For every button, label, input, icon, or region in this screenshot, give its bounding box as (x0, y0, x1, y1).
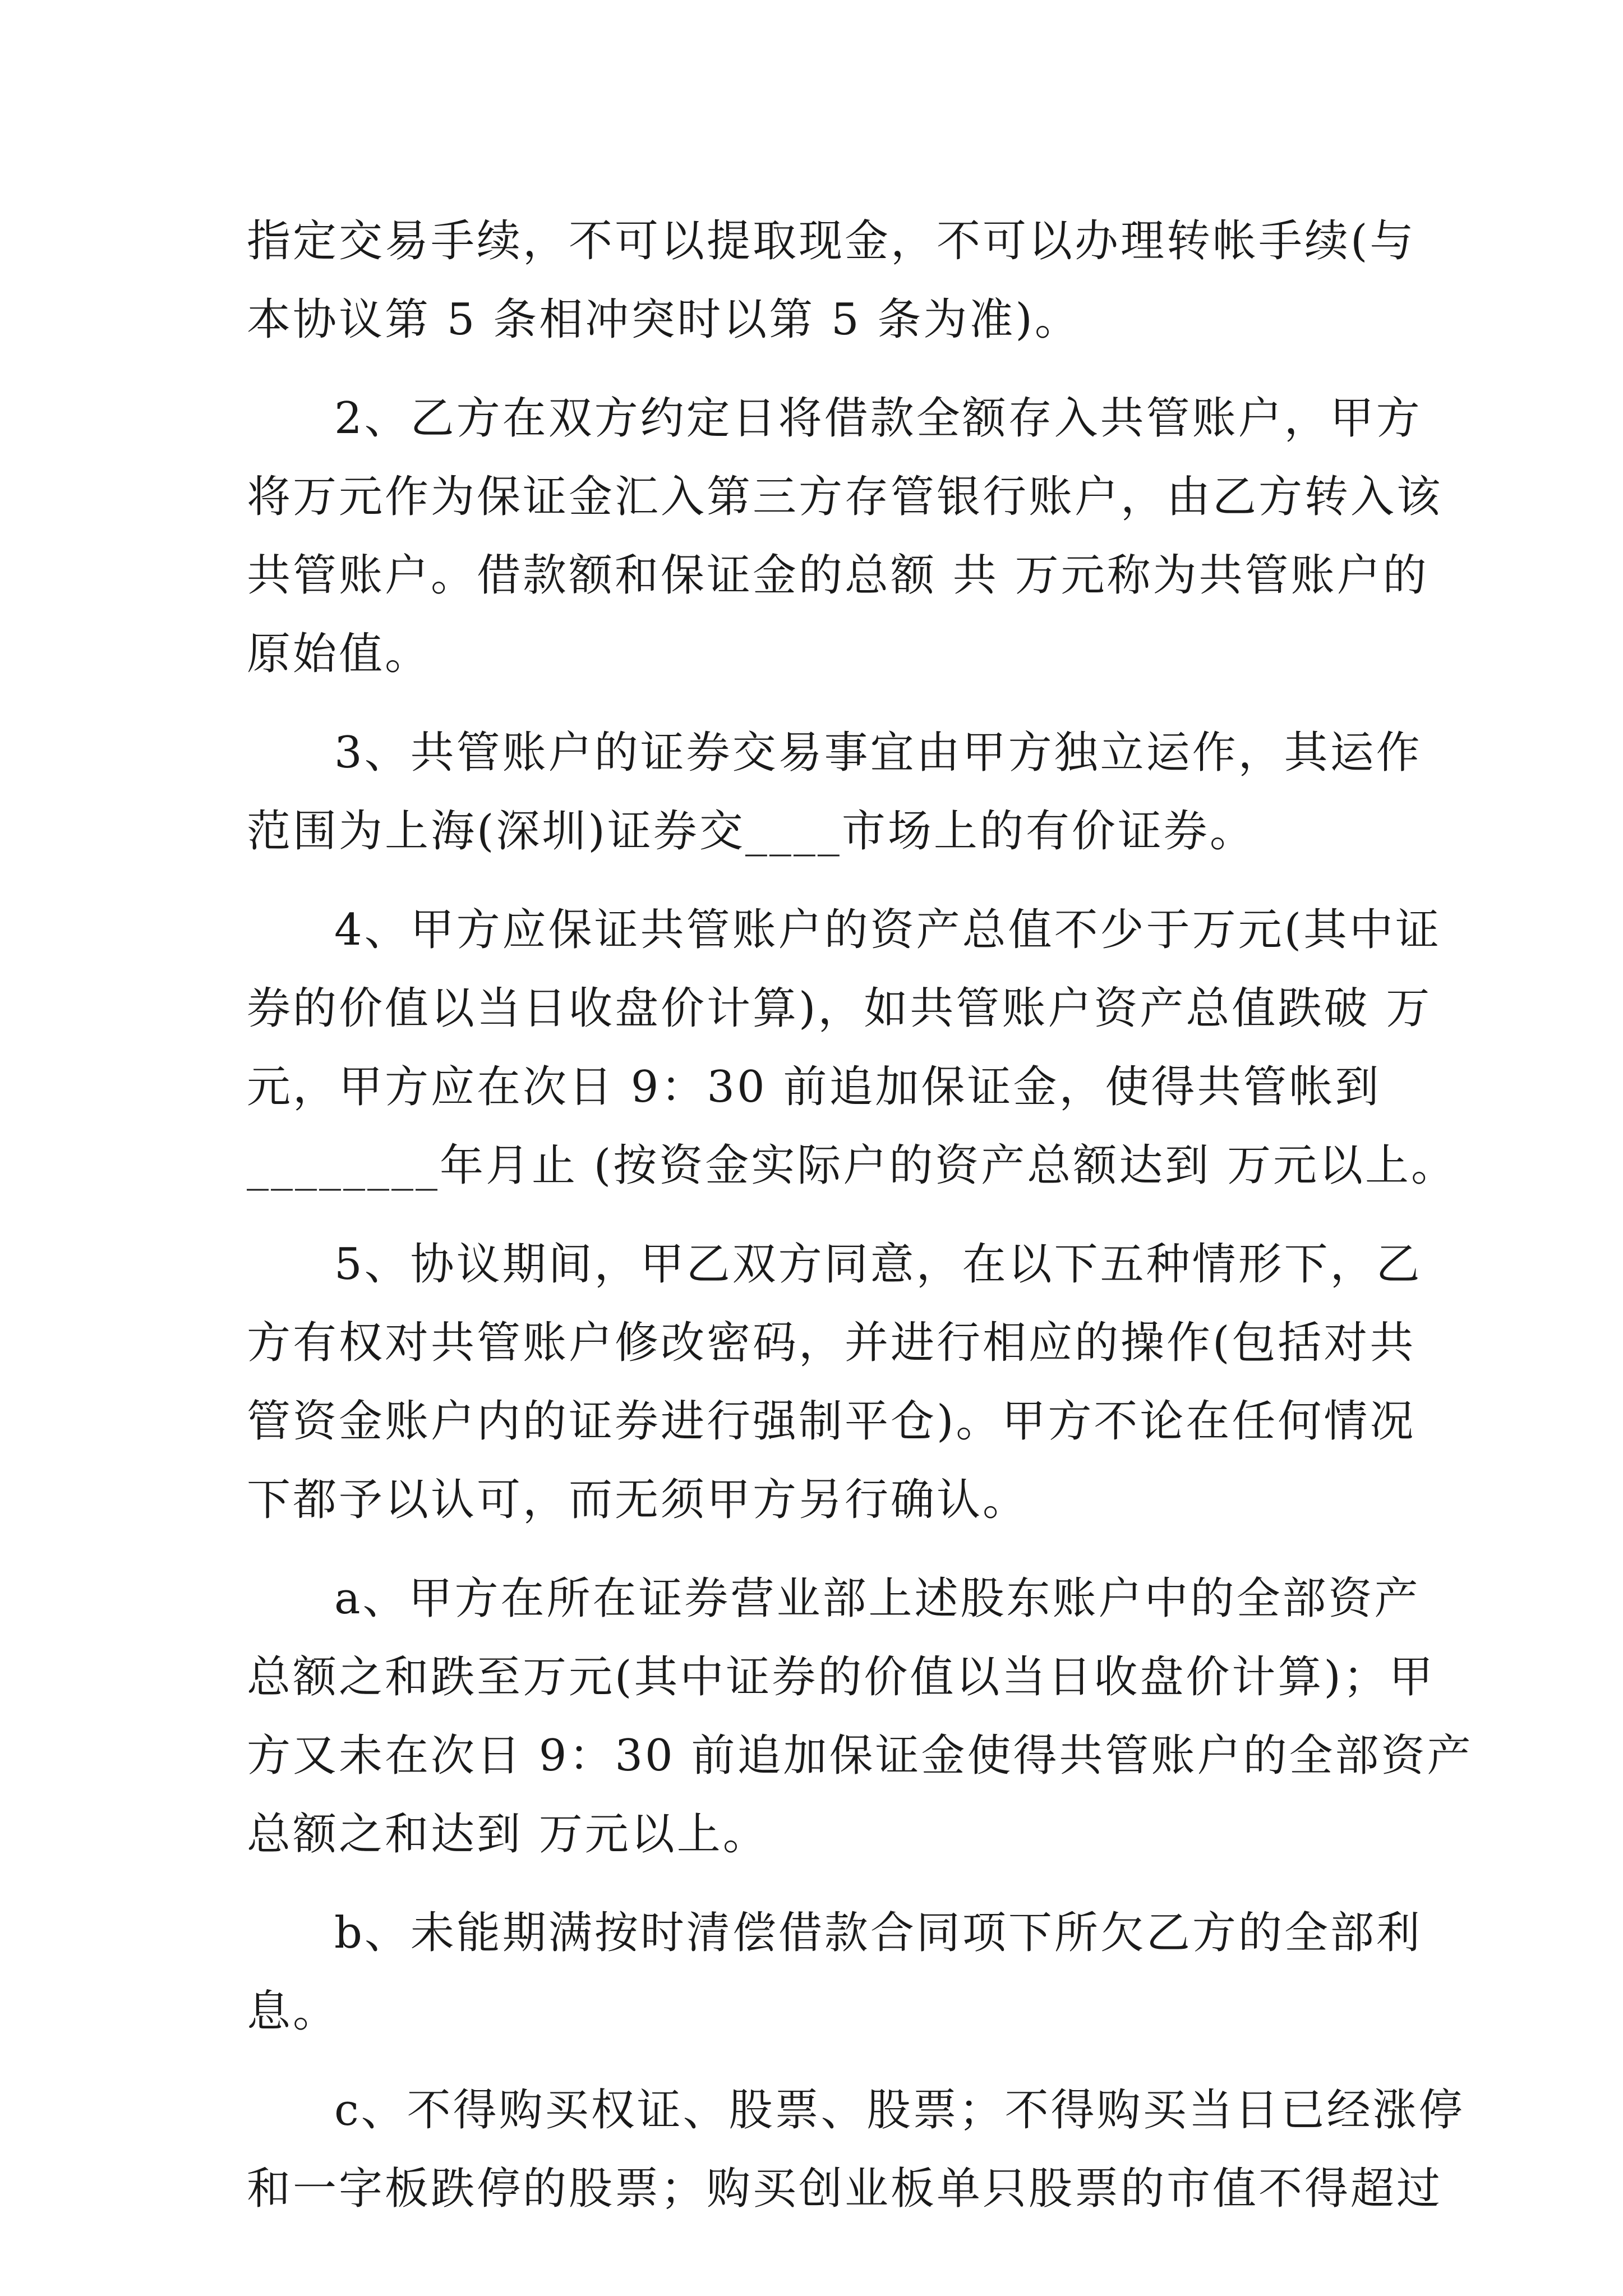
text-line: 将万元作为保证金汇入第三方存管银行账户，由乙方转入该 (247, 472, 1443, 522)
paragraph-a-start: a、甲方在所在证券营业部上述股东账户中的全部资产 (334, 1573, 1421, 1624)
paragraph-5-start: 5、协议期间，甲乙双方同意，在以下五种情形下，乙 (334, 1239, 1422, 1290)
text-line: 券的价值以当日收盘价计算)，如共管账户资产总值跌破 万 (247, 983, 1432, 1034)
paragraph-2-start: 2、乙方在双方约定日将借款全额存入共管账户，甲方 (334, 393, 1422, 444)
paragraph-c-start: c、不得购买权证、股票、股票；不得购买当日已经涨停 (334, 2085, 1465, 2136)
text-line: 方有权对共管账户修改密码，并进行相应的操作(包括对共 (247, 1318, 1416, 1368)
text-line: 共管账户。借款额和保证金的总额 共 万元称为共管账户的 (247, 550, 1429, 601)
text-line: 元，甲方应在次日 9：30 前追加保证金，使得共管帐到 (247, 1062, 1381, 1112)
text-line: 原始值。 (247, 629, 431, 679)
text-line: 指定交易手续，不可以提取现金，不可以办理转帐手续(与 (247, 216, 1416, 266)
text-line: 本协议第 5 条相冲突时以第 5 条为准)。 (247, 295, 1081, 345)
text-line: 总额之和跌至万元(其中证券的价值以当日收盘价计算)；甲 (247, 1652, 1435, 1703)
document-body (247, 202, 1473, 2228)
text-line: 范围为上海(深圳)证券交____市场上的有价证券。 (247, 806, 1256, 857)
text-line: 总额之和达到 万元以上。 (247, 1809, 769, 1860)
text-line: 方又未在次日 9：30 前追加保证金使得共管账户的全部资产 (247, 1731, 1473, 1781)
paragraph-4-start: 4、甲方应保证共管账户的资产总值不少于万元(其中证 (334, 905, 1442, 955)
text-line: 和一字板跌停的股票；购买创业板单只股票的市值不得超过 (247, 2164, 1443, 2214)
text-line: 息。 (247, 1986, 339, 2037)
text-line: ________年月止 (按资金实际户的资产总额达到 万元以上。 (247, 1140, 1458, 1191)
paragraph-3-start: 3、共管账户的证券交易事宜由甲方独立运作，其运作 (334, 728, 1422, 778)
text-line: 下都予以认可，而无须甲方另行确认。 (247, 1475, 1029, 1525)
text-line: 管资金账户内的证券进行强制平仓)。甲方不论在任何情况 (247, 1396, 1416, 1447)
paragraph-b-start: b、未能期满按时清偿借款合同项下所欠乙方的全部利 (334, 1908, 1422, 1958)
